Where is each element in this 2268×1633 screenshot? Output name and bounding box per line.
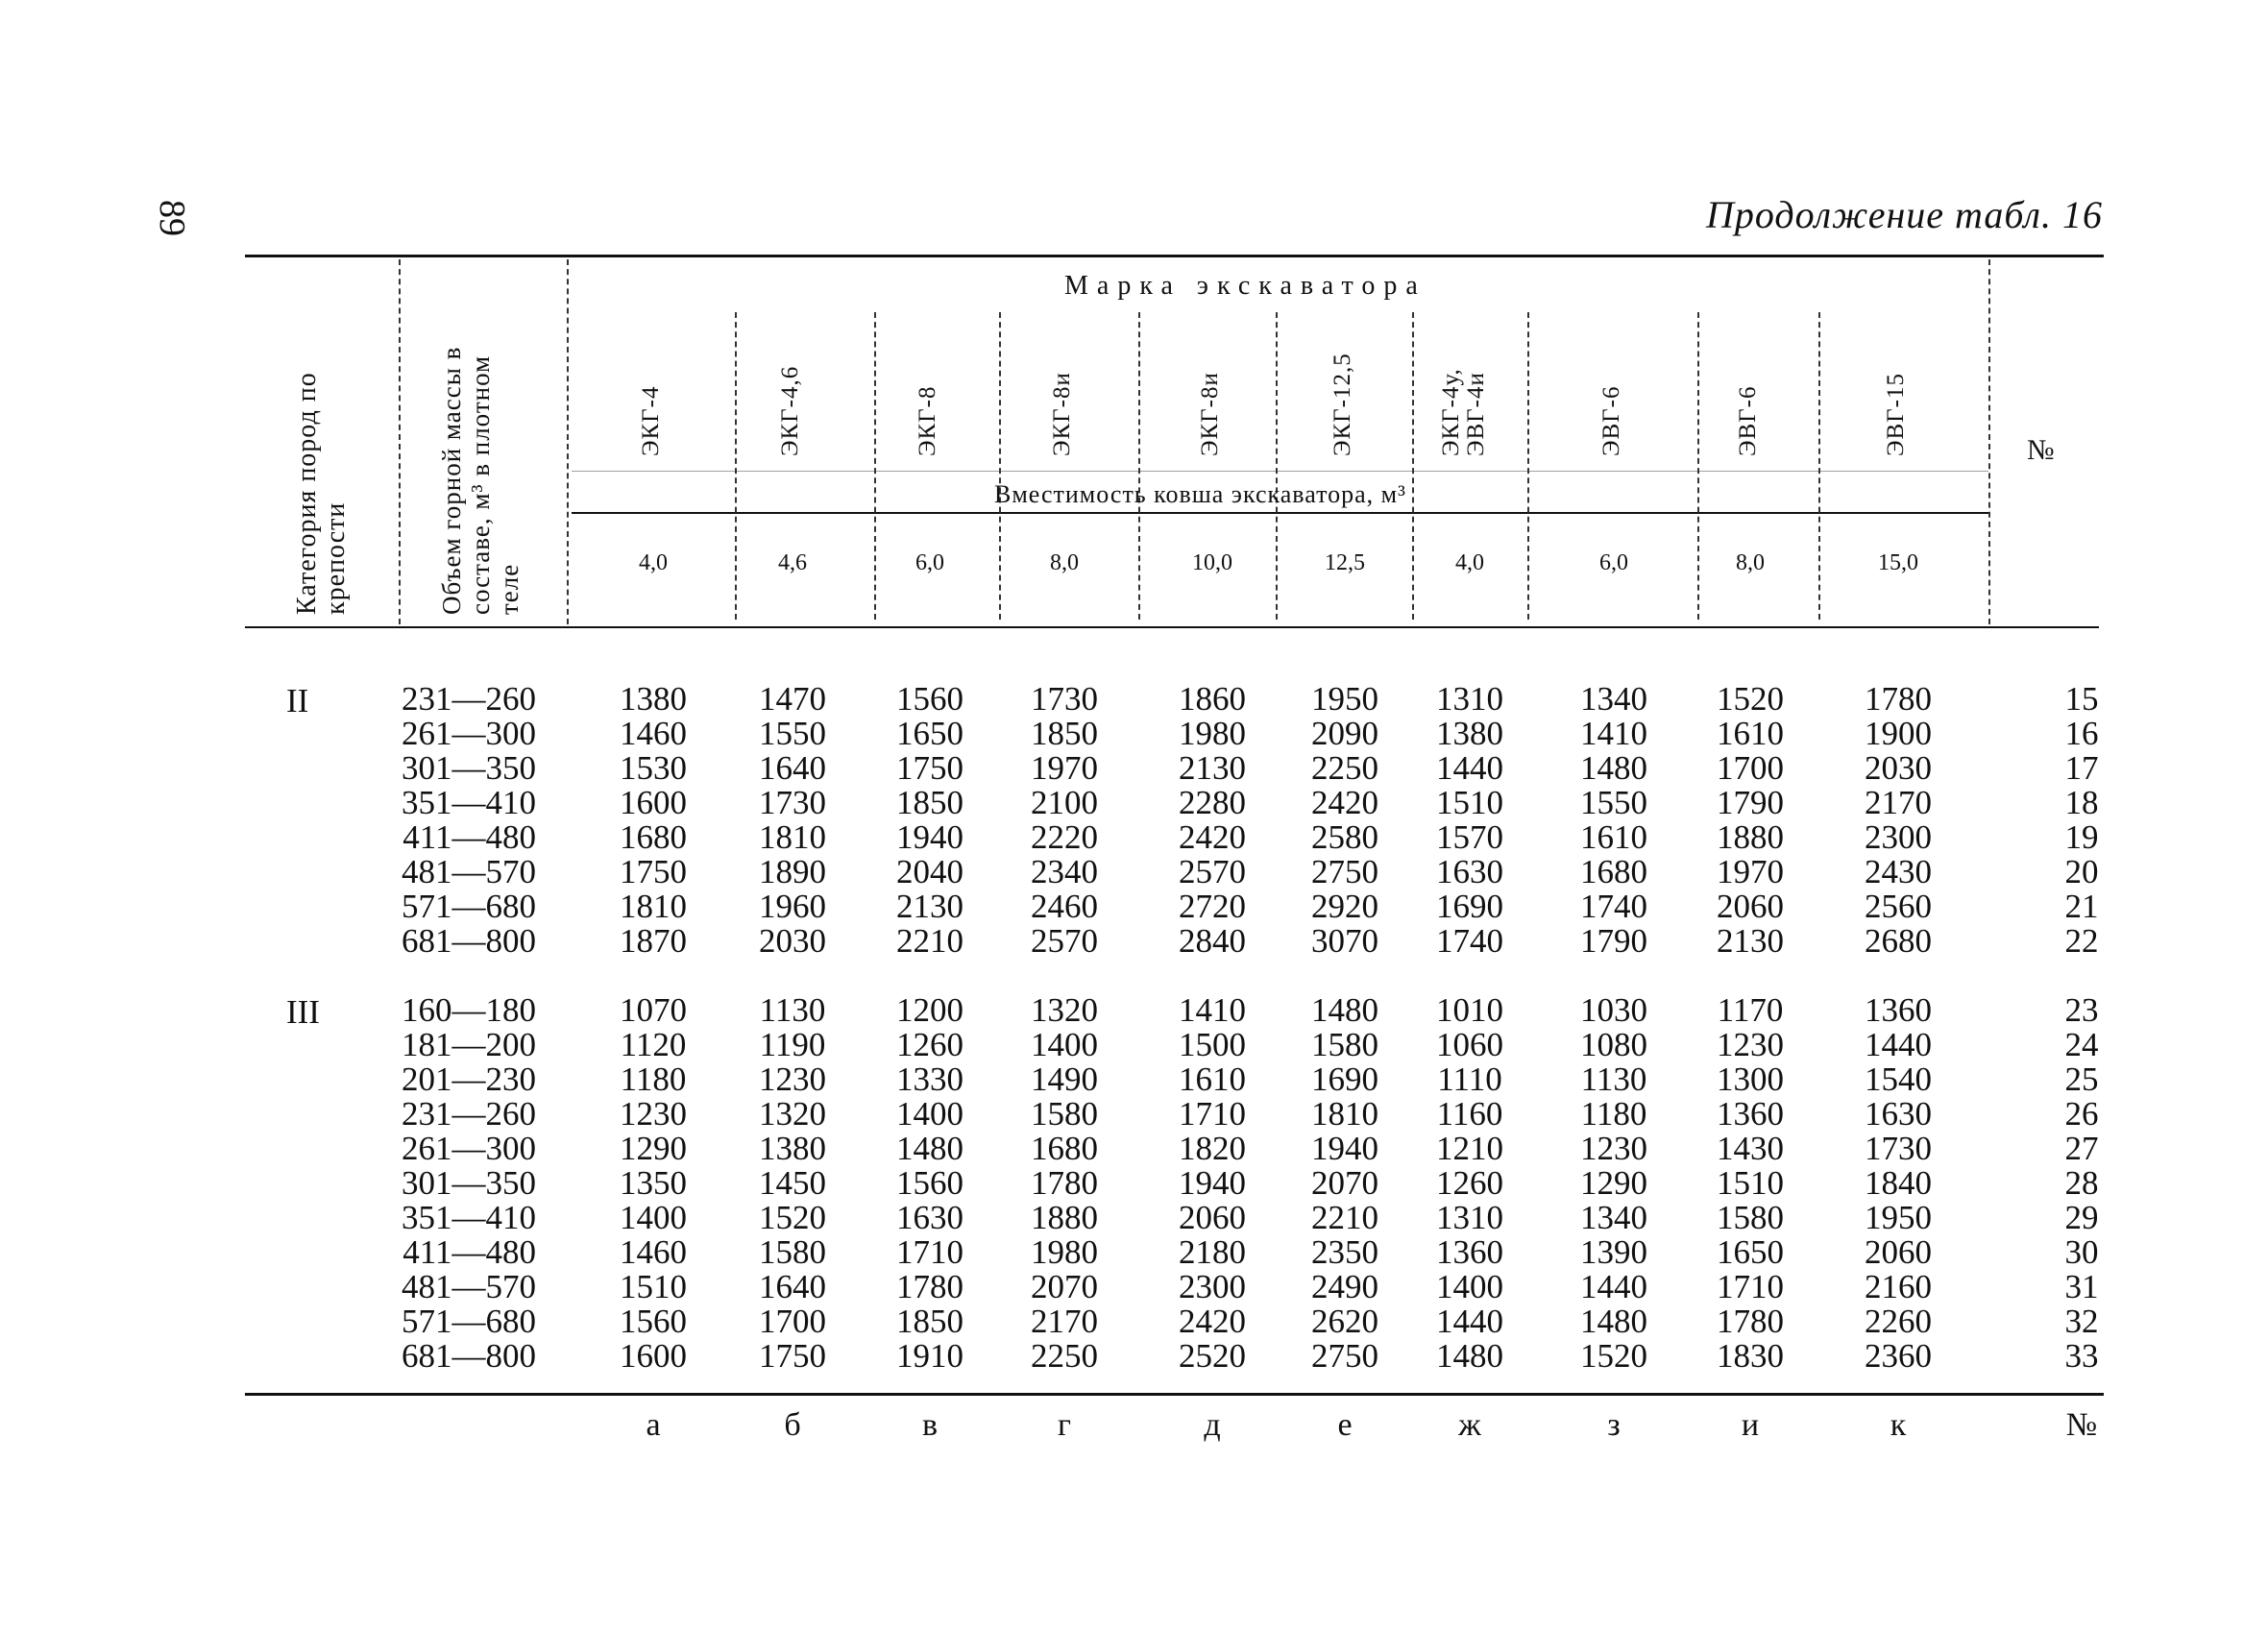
column-letter: е <box>1337 1407 1353 1443</box>
table-cell: 1950 <box>1865 1199 1932 1236</box>
model-header: ЭКГ-4 <box>638 385 664 456</box>
table-cell: 1440 <box>1865 1026 1932 1063</box>
table-cell: 1520 <box>1717 680 1784 718</box>
row-number: 22 <box>2064 922 2099 960</box>
table-cell: 1940 <box>1311 1130 1378 1167</box>
table-cell: 1880 <box>1717 818 1784 856</box>
table-cell: 1900 <box>1865 715 1932 752</box>
table-cell: 1820 <box>1179 1130 1246 1167</box>
table-cell: 2750 <box>1311 853 1378 890</box>
table-cell: 2300 <box>1865 818 1932 856</box>
table-cell: 1810 <box>1311 1095 1378 1133</box>
table-cell: 1580 <box>1717 1199 1784 1236</box>
table-cell: 1710 <box>1179 1095 1246 1133</box>
table-cell: 1120 <box>620 1026 687 1063</box>
table-cell: 1510 <box>1436 784 1503 821</box>
row-number: 26 <box>2064 1095 2099 1133</box>
bucket-capacity-header: Вместимость ковша экскаватора, м³ <box>994 480 1406 508</box>
volume-range: 411—480 <box>402 818 536 856</box>
table-cell: 1400 <box>1031 1026 1098 1063</box>
table-cell: 1850 <box>896 1303 963 1340</box>
table-cell: 1730 <box>1865 1130 1932 1167</box>
table-cell: 1610 <box>1717 715 1784 752</box>
table-cell: 1520 <box>759 1199 826 1236</box>
table-cell: 1850 <box>1031 715 1098 752</box>
excavator-brand-header: Марка экскаватора <box>1064 271 1427 301</box>
row-number: 32 <box>2064 1303 2099 1340</box>
table-cell: 1450 <box>759 1164 826 1202</box>
table-cell: 2750 <box>1311 1337 1378 1375</box>
table-cell: 2340 <box>1031 853 1098 890</box>
table-cell: 1730 <box>1031 680 1098 718</box>
table-cell: 1500 <box>1179 1026 1246 1063</box>
model-header: ЭКГ-4у, ЭВГ-4и <box>1438 368 1489 456</box>
table-cell: 1840 <box>1865 1164 1932 1202</box>
table-cell: 1440 <box>1580 1268 1647 1305</box>
table-cell: 1030 <box>1580 991 1647 1029</box>
col-divider <box>399 259 401 624</box>
table-cell: 1890 <box>759 853 826 890</box>
volume-range: 301—350 <box>402 1164 536 1202</box>
table-cell: 2420 <box>1311 784 1378 821</box>
table-cell: 1380 <box>1436 715 1503 752</box>
table-cell: 1480 <box>1580 1303 1647 1340</box>
table-cell: 2170 <box>1865 784 1932 821</box>
table-cell: 1830 <box>1717 1337 1784 1375</box>
col-divider <box>1988 259 1990 624</box>
column-letter: к <box>1890 1407 1907 1443</box>
model-header: ЭКГ-12,5 <box>1329 353 1355 456</box>
table-cell: 2300 <box>1179 1268 1246 1305</box>
row-number: 30 <box>2064 1233 2099 1271</box>
table-cell: 1630 <box>1436 853 1503 890</box>
volume-range: 481—570 <box>402 853 536 890</box>
table-cell: 2130 <box>1179 749 1246 787</box>
table-cell: 1330 <box>896 1060 963 1098</box>
table-cell: 1510 <box>1717 1164 1784 1202</box>
volume-range: 351—410 <box>402 1199 536 1236</box>
table-cell: 1960 <box>759 888 826 925</box>
table-cell: 2560 <box>1865 888 1932 925</box>
volume-range: 261—300 <box>402 715 536 752</box>
volume-range: 181—200 <box>402 1026 536 1063</box>
table-cell: 1780 <box>1031 1164 1098 1202</box>
table-cell: 1970 <box>1031 749 1098 787</box>
capacity-value: 8,0 <box>1736 550 1765 575</box>
table-cell: 2680 <box>1865 922 1932 960</box>
table-cell: 2350 <box>1311 1233 1378 1271</box>
table-cell: 1290 <box>620 1130 687 1167</box>
column-letter: а <box>646 1407 661 1443</box>
table-cell: 1750 <box>620 853 687 890</box>
column-letter: г <box>1058 1407 1071 1443</box>
table-cell: 1980 <box>1031 1233 1098 1271</box>
table-cell: 1390 <box>1580 1233 1647 1271</box>
table-cell: 1260 <box>896 1026 963 1063</box>
model-header: ЭКГ-8 <box>915 385 940 456</box>
col-divider <box>1138 312 1140 620</box>
table-cell: 1410 <box>1580 715 1647 752</box>
table-continuation-title: Продолжение табл. 16 <box>1705 193 2103 236</box>
row-number: 29 <box>2064 1199 2099 1236</box>
table-cell: 1110 <box>1437 1060 1502 1098</box>
table-cell: 1540 <box>1865 1060 1932 1098</box>
table-cell: 3070 <box>1311 922 1378 960</box>
table-cell: 1600 <box>620 784 687 821</box>
capacity-value: 4,6 <box>778 550 807 575</box>
table-cell: 2180 <box>1179 1233 1246 1271</box>
table-cell: 1480 <box>896 1130 963 1167</box>
table-cell: 1400 <box>896 1095 963 1133</box>
table-cell: 2070 <box>1031 1268 1098 1305</box>
row-number: 16 <box>2064 715 2099 752</box>
row-number: 17 <box>2064 749 2099 787</box>
capacity-value: 6,0 <box>1599 550 1628 575</box>
table-cell: 1400 <box>620 1199 687 1236</box>
table-cell: 1750 <box>759 1337 826 1375</box>
table-cell: 1610 <box>1580 818 1647 856</box>
column-letter: б <box>784 1407 801 1443</box>
table-cell: 1740 <box>1436 922 1503 960</box>
table-cell: 1860 <box>1179 680 1246 718</box>
table-cell: 1580 <box>1031 1095 1098 1133</box>
capacity-value: 15,0 <box>1878 550 1918 575</box>
table-cell: 2520 <box>1179 1337 1246 1375</box>
table-cell: 2620 <box>1311 1303 1378 1340</box>
table-cell: 2360 <box>1865 1337 1932 1375</box>
table-cell: 1630 <box>896 1199 963 1236</box>
table-cell: 2170 <box>1031 1303 1098 1340</box>
table-cell: 2260 <box>1865 1303 1932 1340</box>
table-cell: 2250 <box>1311 749 1378 787</box>
table-cell: 1160 <box>1436 1095 1503 1133</box>
table-cell: 1560 <box>620 1303 687 1340</box>
page-number: 89 <box>152 200 192 236</box>
header-top-rule <box>245 255 2104 257</box>
table-cell: 1180 <box>1580 1095 1647 1133</box>
row-number: 27 <box>2064 1130 2099 1167</box>
table-cell: 1690 <box>1311 1060 1378 1098</box>
row-number: 23 <box>2064 991 2099 1029</box>
volume-range: 411—480 <box>402 1233 536 1271</box>
model-header: ЭВГ-15 <box>1883 373 1909 456</box>
table-cell: 2040 <box>896 853 963 890</box>
table-cell: 1260 <box>1436 1164 1503 1202</box>
table-cell: 1340 <box>1580 1199 1647 1236</box>
table-cell: 1200 <box>896 991 963 1029</box>
table-cell: 1230 <box>759 1060 826 1098</box>
table-cell: 1780 <box>896 1268 963 1305</box>
volume-range: 261—300 <box>402 1130 536 1167</box>
category-header: Категория пород по крепости <box>292 372 351 615</box>
table-cell: 1440 <box>1436 749 1503 787</box>
table-cell: 1650 <box>896 715 963 752</box>
capacity-value: 4,0 <box>1455 550 1484 575</box>
table-cell: 1210 <box>1436 1130 1503 1167</box>
table-cell: 2490 <box>1311 1268 1378 1305</box>
table-cell: 2420 <box>1179 1303 1246 1340</box>
table-cell: 1230 <box>620 1095 687 1133</box>
table-cell: 1510 <box>620 1268 687 1305</box>
table-cell: 1130 <box>759 991 826 1029</box>
table-cell: 1610 <box>1179 1060 1246 1098</box>
model-header: ЭВГ-6 <box>1598 385 1624 456</box>
table-cell: 1230 <box>1717 1026 1784 1063</box>
row-number: 24 <box>2064 1026 2099 1063</box>
table-cell: 1320 <box>1031 991 1098 1029</box>
volume-range: 571—680 <box>402 1303 536 1340</box>
model-header: ЭВГ-6 <box>1735 385 1761 456</box>
column-letter: ж <box>1458 1407 1481 1443</box>
table-cell: 1640 <box>759 749 826 787</box>
table-cell: 1290 <box>1580 1164 1647 1202</box>
table-cell: 2030 <box>1865 749 1932 787</box>
table-cell: 1880 <box>1031 1199 1098 1236</box>
table-cell: 1400 <box>1436 1268 1503 1305</box>
table-cell: 1520 <box>1580 1337 1647 1375</box>
table-cell: 1380 <box>620 680 687 718</box>
table-cell: 1550 <box>1580 784 1647 821</box>
volume-range: 231—260 <box>402 680 536 718</box>
table-cell: 1350 <box>620 1164 687 1202</box>
table-cell: 1650 <box>1717 1233 1784 1271</box>
table-cell: 1470 <box>759 680 826 718</box>
table-cell: 2210 <box>1311 1199 1378 1236</box>
volume-range: 481—570 <box>402 1268 536 1305</box>
table-cell: 1380 <box>759 1130 826 1167</box>
table-cell: 2720 <box>1179 888 1246 925</box>
table-cell: 1780 <box>1865 680 1932 718</box>
capacity-value: 4,0 <box>639 550 668 575</box>
volume-range: 571—680 <box>402 888 536 925</box>
capacity-value: 10,0 <box>1192 550 1232 575</box>
table-cell: 1480 <box>1436 1337 1503 1375</box>
table-cell: 1780 <box>1717 1303 1784 1340</box>
row-number: 19 <box>2064 818 2099 856</box>
table-cell: 2220 <box>1031 818 1098 856</box>
table-cell: 1700 <box>1717 749 1784 787</box>
model-header: ЭКГ-4,6 <box>777 365 803 456</box>
table-cell: 1580 <box>759 1233 826 1271</box>
row-number: 25 <box>2064 1060 2099 1098</box>
table-cell: 1940 <box>1179 1164 1246 1202</box>
col-divider <box>1818 312 1820 620</box>
table-cell: 1940 <box>896 818 963 856</box>
table-cell: 2130 <box>1717 922 1784 960</box>
volume-range: 201—230 <box>402 1060 536 1098</box>
column-letter: з <box>1607 1407 1621 1443</box>
column-letter: д <box>1204 1407 1221 1443</box>
table-cell: 2060 <box>1179 1199 1246 1236</box>
table-cell: 1710 <box>1717 1268 1784 1305</box>
table-cell: 1690 <box>1436 888 1503 925</box>
table-cell: 1310 <box>1436 680 1503 718</box>
column-letter: и <box>1741 1407 1760 1443</box>
header-bottom-rule <box>245 626 2099 628</box>
table-cell: 2130 <box>896 888 963 925</box>
table-cell: 2090 <box>1311 715 1378 752</box>
table-cell: 1170 <box>1717 991 1784 1029</box>
row-number: 15 <box>2064 680 2099 718</box>
table-cell: 1750 <box>896 749 963 787</box>
volume-range: 351—410 <box>402 784 536 821</box>
table-cell: 1230 <box>1580 1130 1647 1167</box>
table-cell: 1320 <box>759 1095 826 1133</box>
table-cell: 1700 <box>759 1303 826 1340</box>
table-cell: 1970 <box>1717 853 1784 890</box>
table-cell: 1490 <box>1031 1060 1098 1098</box>
table-cell: 1480 <box>1580 749 1647 787</box>
table-bottom-rule <box>245 1393 2104 1396</box>
capacity-value: 8,0 <box>1050 550 1079 575</box>
model-header: ЭКГ-8и <box>1197 372 1223 456</box>
row-number: 28 <box>2064 1164 2099 1202</box>
col-divider <box>999 312 1001 620</box>
table-cell: 1180 <box>620 1060 687 1098</box>
table-cell: 1440 <box>1436 1303 1503 1340</box>
table-cell: 1010 <box>1436 991 1503 1029</box>
table-cell: 2460 <box>1031 888 1098 925</box>
table-cell: 2160 <box>1865 1268 1932 1305</box>
table-cell: 2250 <box>1031 1337 1098 1375</box>
table-cell: 1190 <box>759 1026 826 1063</box>
table-cell: 1060 <box>1436 1026 1503 1063</box>
table-cell: 1310 <box>1436 1199 1503 1236</box>
table-cell: 1630 <box>1865 1095 1932 1133</box>
table-cell: 1410 <box>1179 991 1246 1029</box>
table-cell: 1910 <box>896 1337 963 1375</box>
table-cell: 2840 <box>1179 922 1246 960</box>
table-cell: 1950 <box>1311 680 1378 718</box>
table-cell: 1600 <box>620 1337 687 1375</box>
capacity-top-rule <box>572 512 1988 514</box>
volume-range: 231—260 <box>402 1095 536 1133</box>
table-cell: 1300 <box>1717 1060 1784 1098</box>
volume-range: 681—800 <box>402 922 536 960</box>
table-cell: 1360 <box>1865 991 1932 1029</box>
col-divider <box>1276 312 1278 620</box>
table-cell: 1070 <box>620 991 687 1029</box>
table-cell: 2280 <box>1179 784 1246 821</box>
table-cell: 2430 <box>1865 853 1932 890</box>
table-cell: 1790 <box>1580 922 1647 960</box>
table-cell: 1790 <box>1717 784 1784 821</box>
table-cell: 1430 <box>1717 1130 1784 1167</box>
table-cell: 1570 <box>1436 818 1503 856</box>
table-cell: 2570 <box>1031 922 1098 960</box>
table-cell: 1680 <box>1031 1130 1098 1167</box>
volume-range: 301—350 <box>402 749 536 787</box>
models-bottom-rule <box>572 471 1988 472</box>
table-cell: 1810 <box>620 888 687 925</box>
table-cell: 1680 <box>1580 853 1647 890</box>
table-cell: 1550 <box>759 715 826 752</box>
table-cell: 2060 <box>1865 1233 1932 1271</box>
table-cell: 2070 <box>1311 1164 1378 1202</box>
category-label: II <box>286 682 309 719</box>
volume-range: 681—800 <box>402 1337 536 1375</box>
row-number: 31 <box>2064 1268 2099 1305</box>
table-cell: 1730 <box>759 784 826 821</box>
table-cell: 1640 <box>759 1268 826 1305</box>
table-cell: 2420 <box>1179 818 1246 856</box>
table-cell: 1560 <box>896 1164 963 1202</box>
volume-header: Объем горной массы в составе, м³ в плотном теле <box>437 346 524 615</box>
number-column-header: № <box>2027 434 2055 466</box>
col-divider <box>1527 312 1529 620</box>
table-cell: 1810 <box>759 818 826 856</box>
table-cell: 1480 <box>1311 991 1378 1029</box>
table-cell: 1680 <box>620 818 687 856</box>
table-cell: 1360 <box>1717 1095 1784 1133</box>
table-cell: 2570 <box>1179 853 1246 890</box>
volume-range: 160—180 <box>402 991 536 1029</box>
table-cell: 1130 <box>1580 1060 1647 1098</box>
table-cell: 1460 <box>620 1233 687 1271</box>
table-cell: 1530 <box>620 749 687 787</box>
table-cell: 2030 <box>759 922 826 960</box>
model-header: ЭКГ-8и <box>1049 372 1075 456</box>
table-cell: 1870 <box>620 922 687 960</box>
row-number: 18 <box>2064 784 2099 821</box>
row-number: 21 <box>2064 888 2099 925</box>
table-cell: 1580 <box>1311 1026 1378 1063</box>
row-number: 33 <box>2064 1337 2099 1375</box>
table-cell: 1340 <box>1580 680 1647 718</box>
footer-number-label: № <box>2065 1407 2098 1443</box>
table-cell: 1740 <box>1580 888 1647 925</box>
table-cell: 1560 <box>896 680 963 718</box>
table-cell: 1980 <box>1179 715 1246 752</box>
table-cell: 2210 <box>896 922 963 960</box>
table-cell: 1360 <box>1436 1233 1503 1271</box>
column-letter: в <box>921 1407 939 1443</box>
table-cell: 1850 <box>896 784 963 821</box>
table-cell: 2920 <box>1311 888 1378 925</box>
col-divider <box>567 259 569 624</box>
table-cell: 1710 <box>896 1233 963 1271</box>
table-cell: 2060 <box>1717 888 1784 925</box>
row-number: 20 <box>2064 853 2099 890</box>
table-cell: 1080 <box>1580 1026 1647 1063</box>
capacity-value: 12,5 <box>1325 550 1365 575</box>
table-cell: 2580 <box>1311 818 1378 856</box>
capacity-value: 6,0 <box>915 550 944 575</box>
table-cell: 2100 <box>1031 784 1098 821</box>
table-cell: 1460 <box>620 715 687 752</box>
category-label: III <box>286 993 320 1031</box>
